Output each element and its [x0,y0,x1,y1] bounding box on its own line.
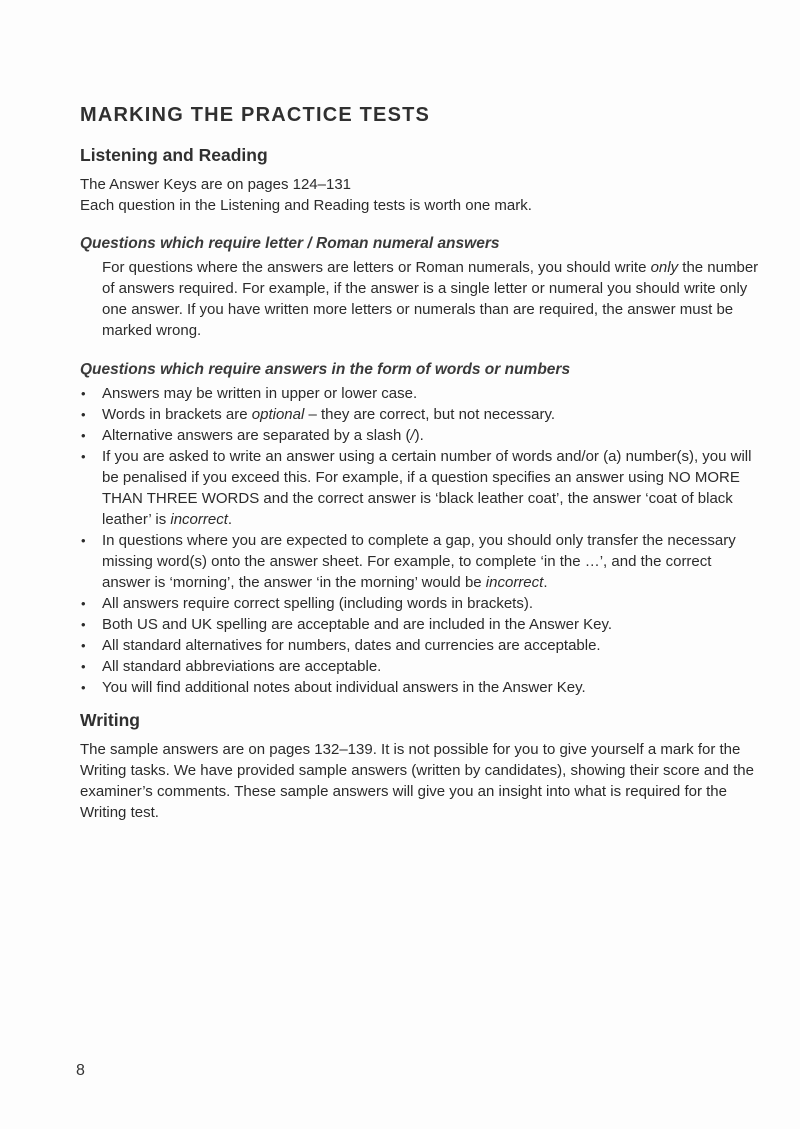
mark-value-line: Each question in the Listening and Reading tests is worth one mark. [80,197,532,214]
list-item-text-b: ). [414,427,424,444]
bullet-icon: • [81,638,86,653]
list-item [80,425,760,446]
list-item [80,404,760,425]
list-item-text: All answers require correct spelling (including words in brackets). [102,595,534,612]
bullet-icon: • [81,407,86,422]
bullet-icon: • [81,617,86,632]
letter-answers-text-b: the number of answers required. For example, if the answer is a single letter or numeral you should write only one answer. If you have written more letters or numerals than are required, the answer must be marked wrong. [102,259,759,339]
word-answers-heading: Questions which require answers in the form of words or numbers [80,361,571,378]
emphasis-only: only [650,259,679,276]
bullet-icon: • [81,659,86,674]
bullet-icon: • [81,386,86,401]
list-item-text-a: In questions where you are expected to complete a gap, you should only transfer the necessary missing word(s) onto the answer sheet. For example, to complete ‘in the …’, and the correct answer is ‘morning’, the answer ‘in the morning’ would be [102,532,736,591]
list-item [80,593,760,614]
list-item-text-a: If you are asked to write an answer using a certain number of words and/or (a) number(s), you will be penalised if you exceed this. For example, if a question specifies an answer using NO MORE THAN THREE WORDS and the correct answer is ‘black leather coat’, the answer ‘coat of black leather’ is [102,448,752,528]
writing-paragraph: The sample answers are on pages 132–139. It is not possible for you to give yourself a mark for the Writing tasks. We have provided sample answers (written by candidates), showing their score and the examiner’s comments. These sample answers will give you an insight into what is required for the Writing test. [80,741,754,821]
list-item [80,530,760,593]
bullet-icon: • [81,680,86,695]
list-item-text: Both US and UK spelling are acceptable and are included in the Answer Key. [102,616,613,633]
list-item-text: You will find additional notes about individual answers in the Answer Key. [102,679,586,696]
bullet-icon: • [81,428,86,443]
answer-keys-line: The Answer Keys are on pages 124–131 [80,176,352,193]
list-item-emphasis: incorrect [485,574,544,591]
letter-answers-text-a: For questions where the answers are letters or Roman numerals, you should write [102,259,651,276]
bullet-icon: • [81,596,86,611]
word-answers-list [80,383,760,698]
list-item-text: All standard alternatives for numbers, dates and currencies are acceptable. [102,637,601,654]
list-item-text: All standard abbreviations are acceptable. [102,658,382,675]
list-item-text-b: . [227,511,233,528]
page-title: MARKING THE PRACTICE TESTS [80,104,431,126]
list-item-text-b: – they are correct, but not necessary. [304,406,556,423]
list-item [80,677,760,698]
list-item [80,614,760,635]
page-number: 8 [76,1062,85,1079]
list-item-emphasis: optional [251,406,305,423]
letter-answers-paragraph [80,257,760,341]
list-item-text-a: Alternative answers are separated by a slash ( [102,427,411,444]
list-item-emphasis: / [410,427,415,444]
bullet-icon: • [81,449,86,464]
list-item [80,383,760,404]
list-item [80,446,760,530]
list-item [80,635,760,656]
list-item [80,656,760,677]
list-item-emphasis: incorrect [170,511,228,528]
writing-heading: Writing [80,710,140,730]
bullet-icon: • [81,533,86,548]
list-item-text: Answers may be written in upper or lower case. [102,385,418,402]
letter-answers-heading: Questions which require letter / Roman numeral answers [80,235,500,252]
listening-reading-heading: Listening and Reading [80,145,268,165]
list-item-text-a: Words in brackets are [102,406,252,423]
list-item-text-b: . [543,574,548,591]
page-content [80,104,760,823]
